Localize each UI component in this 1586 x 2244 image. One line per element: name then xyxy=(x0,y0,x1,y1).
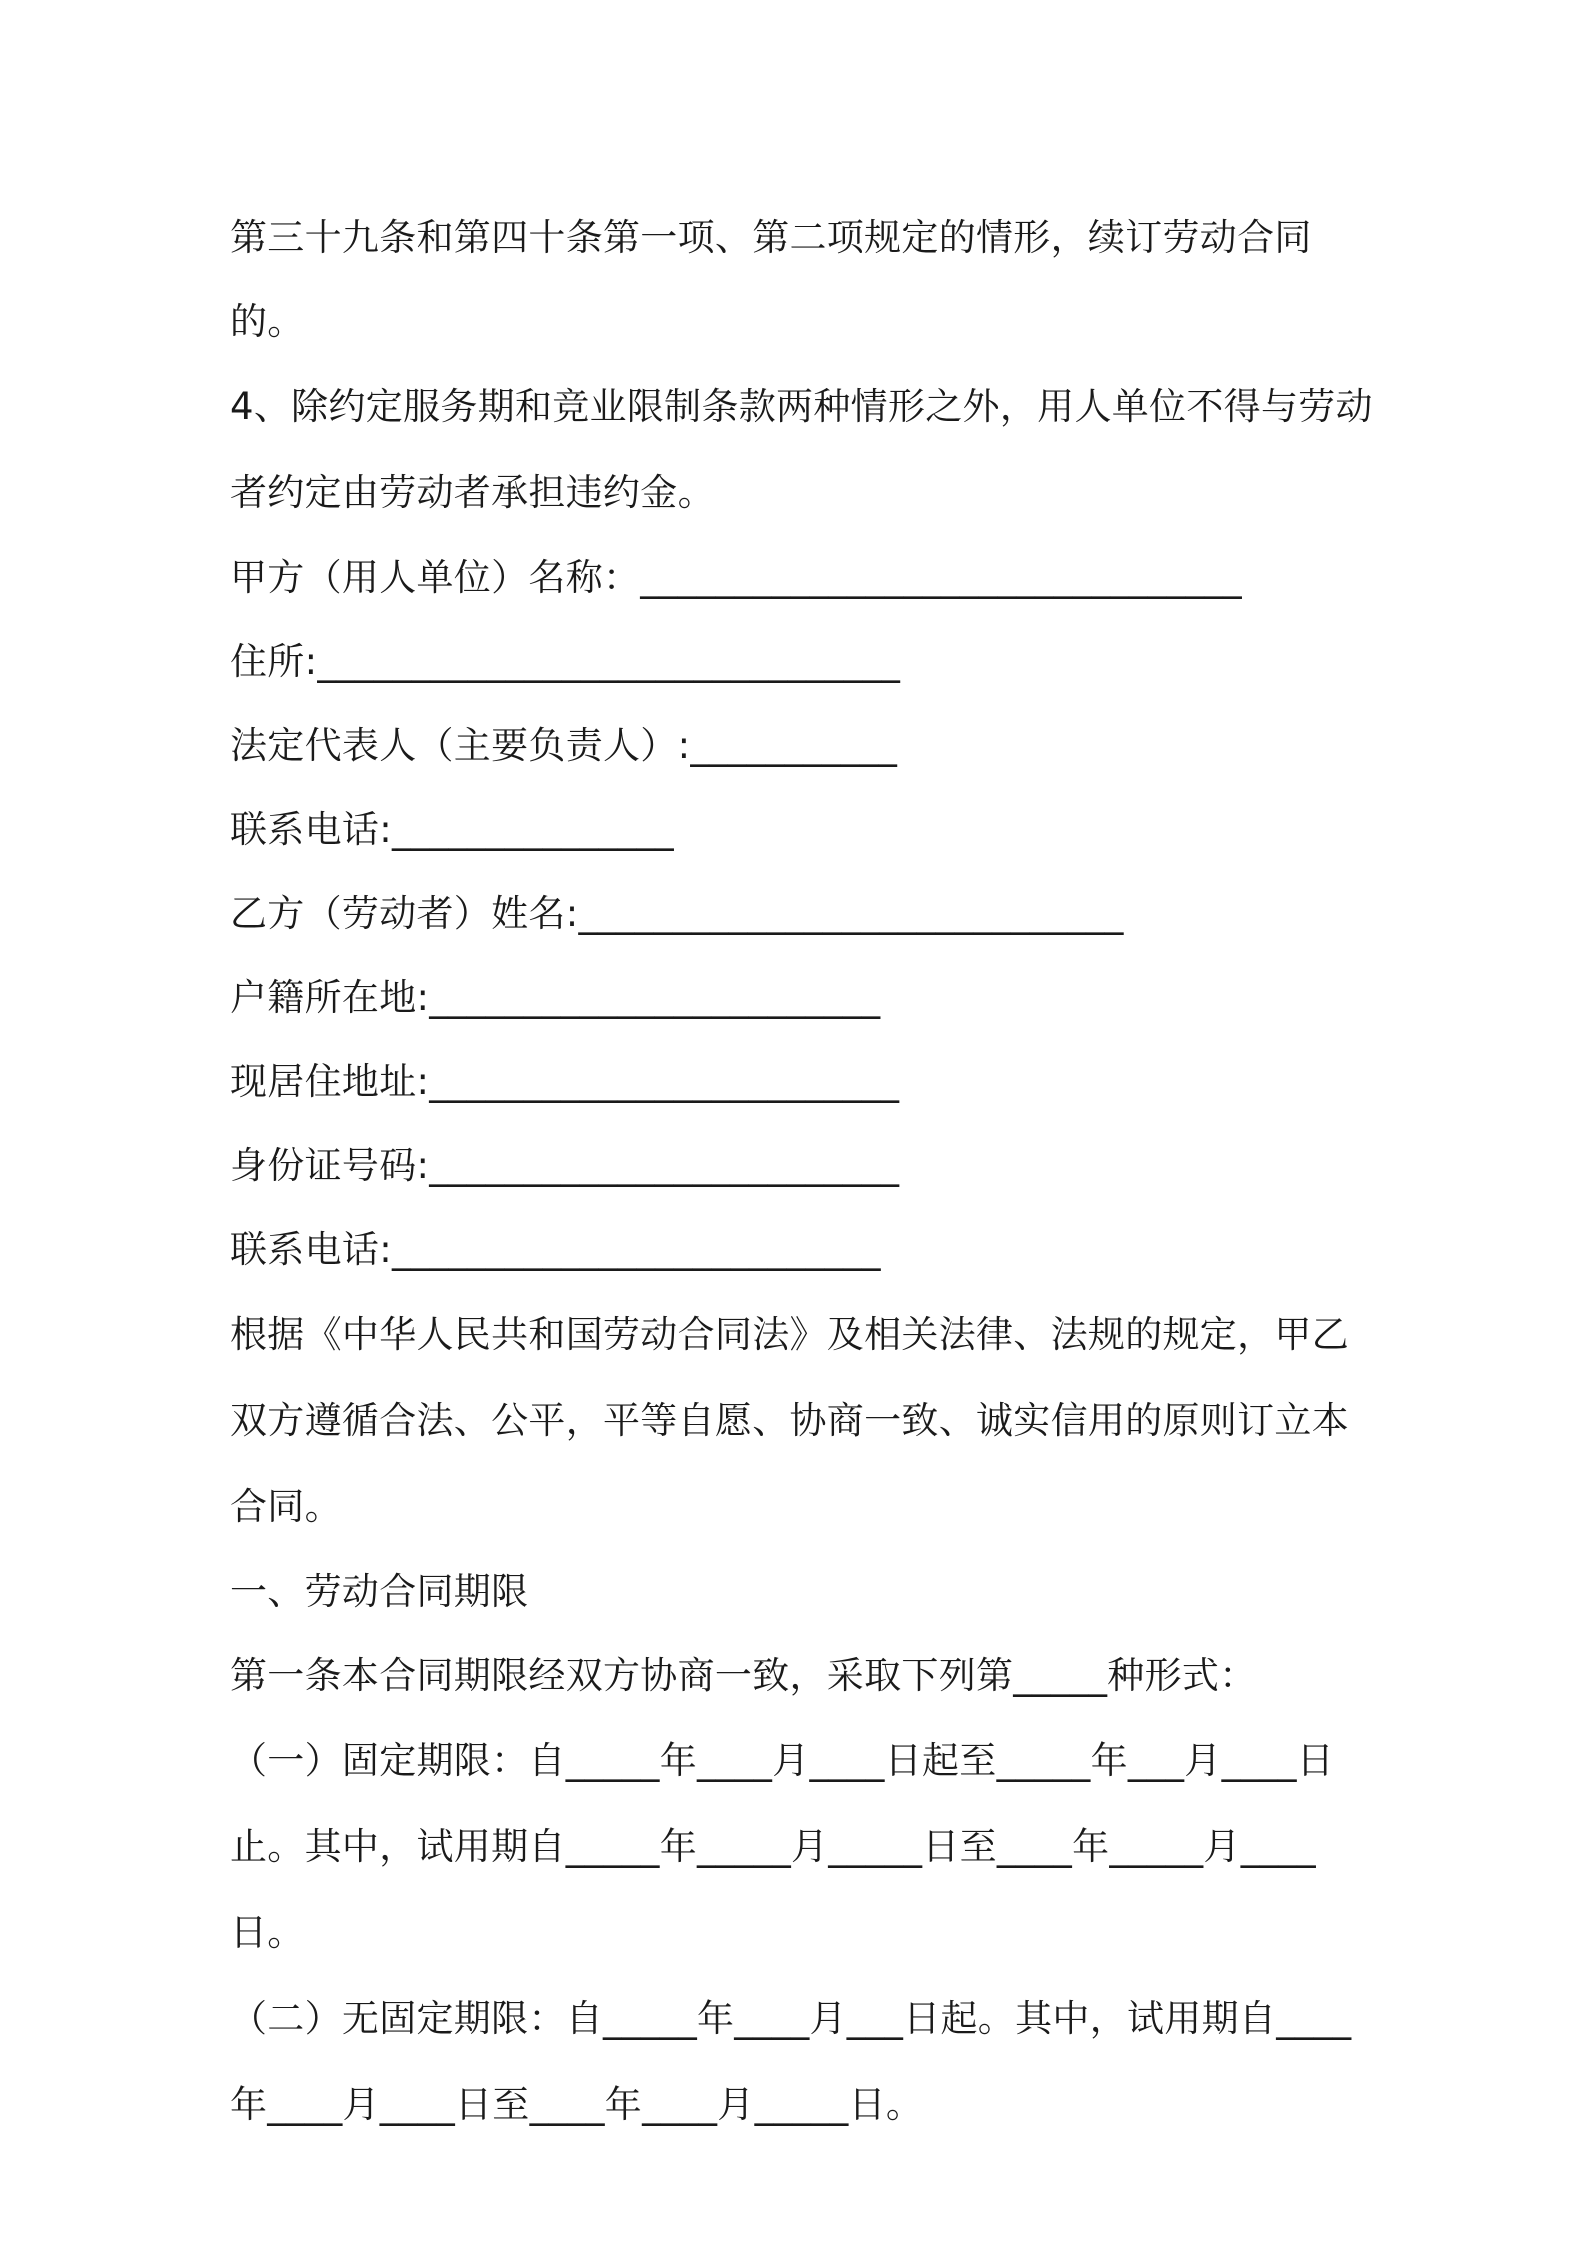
party-a-name-field: 甲方（用人单位）名称：________________________________ xyxy=(230,556,1242,599)
section-heading: 一、劳动合同期限 xyxy=(230,1570,529,1613)
article-1: 第一条本合同期限经双方协商一致，采取下列第_____种形式： xyxy=(230,1654,1257,1697)
party-a-address-field: 住所:_______________________________ xyxy=(230,640,901,683)
paragraph-preamble: 根据《中华人民共和国劳动合同法》及相关法律、法规的规定，甲乙双方遵循合法、公平，平等自愿、协商一致、诚实信用的原则订立本合同。 xyxy=(230,1313,1349,1528)
option-open-term: （二）无固定期限：自_____年____月___日起。其中，试用期自____年____月____日至____年____月_____日。 xyxy=(230,1997,1352,2126)
party-a-representative-field: 法定代表人（主要负责人）:___________ xyxy=(230,724,898,767)
party-b-name-field: 乙方（劳动者）姓名:_____________________________ xyxy=(230,892,1124,935)
paragraph-continuation: 第三十九条和第四十条第一项、第二项规定的情形，续订劳动合同的。 xyxy=(230,216,1312,343)
party-b-phone-field: 联系电话:__________________________ xyxy=(230,1228,881,1271)
option-fixed-term: （一）固定期限：自_____年____月____日起至_____年___月____日止。其中，试用期自_____年_____月_____日至____年_____月____日。 xyxy=(230,1739,1335,1954)
paragraph-clause-4: 4、除约定服务期和竞业限制条款两种情形之外，用人单位不得与劳动者约定由劳动者承担违约金。 xyxy=(230,385,1373,514)
party-b-address-field: 现居住地址:_________________________ xyxy=(230,1060,900,1103)
party-b-hukou-field: 户籍所在地:________________________ xyxy=(230,976,881,1019)
party-a-phone-field: 联系电话:_______________ xyxy=(230,808,674,851)
party-b-id-field: 身份证号码:_________________________ xyxy=(230,1144,900,1187)
document-body xyxy=(230,196,1375,2148)
